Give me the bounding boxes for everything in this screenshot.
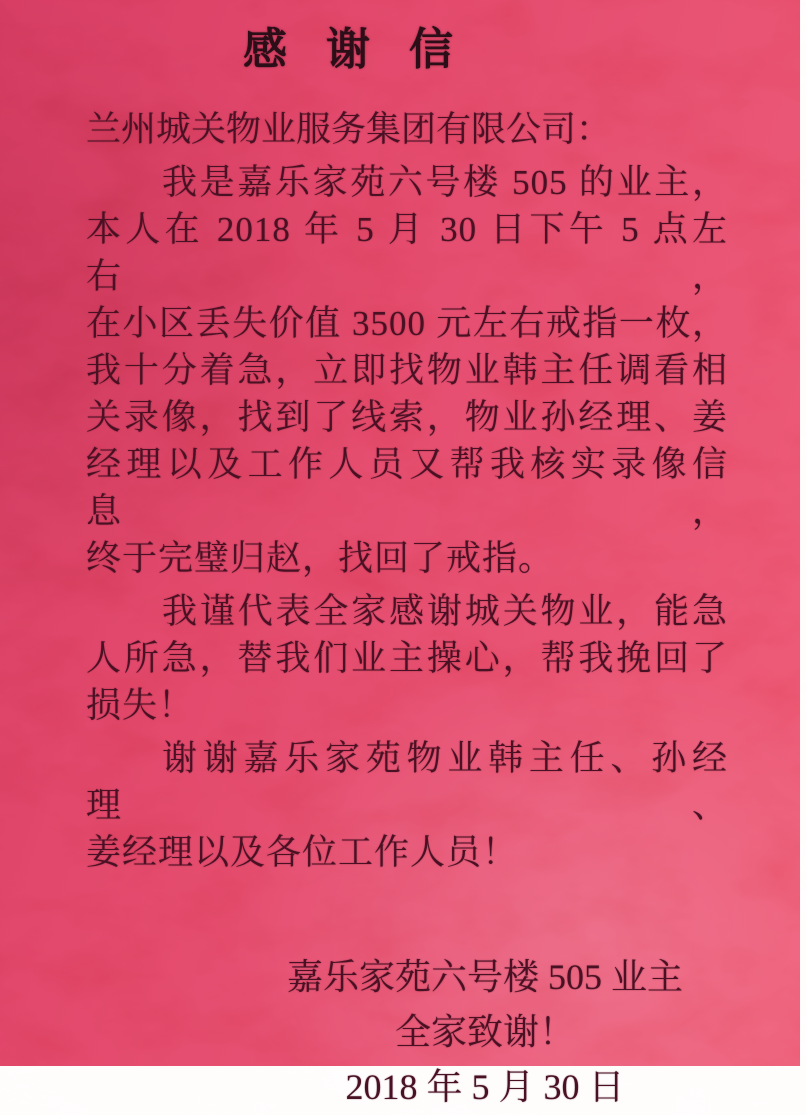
letter-line: 我谨代表全家感谢城关物业，能急 <box>162 592 728 631</box>
letter-line: 姜经理以及各位工作人员！ <box>86 833 519 872</box>
paragraph-2 <box>86 588 728 729</box>
letter-line: 经理以及工作人员又帮我核实录像信息， <box>86 445 728 531</box>
signature-owner: 嘉乐家苑六号楼 505 业主 <box>286 957 683 997</box>
letter-line: 我是嘉乐家苑六号楼 505 的业主， <box>162 163 728 202</box>
letter-line: 谢谢嘉乐家苑物业韩主任、孙经理、 <box>86 739 728 825</box>
letter-line: 人所急，替我们业主操心，帮我挽回了 <box>86 639 728 678</box>
signature-block <box>164 950 806 1115</box>
letter-line: 在小区丢失价值 3500 元左右戒指一枚， <box>86 304 728 343</box>
letter-line: 终于完璧归赵，找回了戒指。 <box>86 539 555 578</box>
letter-title: 感 谢 信 <box>243 25 467 74</box>
letter-line: 损失！ <box>86 686 195 725</box>
letter-line: 本人在 2018 年 5 月 30 日下午 5 点左右， <box>86 210 728 296</box>
letter-line: 关录像，找到了线索，物业孙经理、姜 <box>86 398 728 437</box>
paragraph-1 <box>86 159 728 582</box>
signature-thanks: 全家致谢！ <box>394 1012 575 1052</box>
salutation: 兰州城关物业服务集团有限公司： <box>86 110 612 149</box>
signature-date: 2018 年 5 月 30 日 <box>345 1067 625 1107</box>
letter-line: 我十分着急，立即找物业韩主任调看相 <box>86 351 728 390</box>
paragraph-3 <box>86 735 728 876</box>
